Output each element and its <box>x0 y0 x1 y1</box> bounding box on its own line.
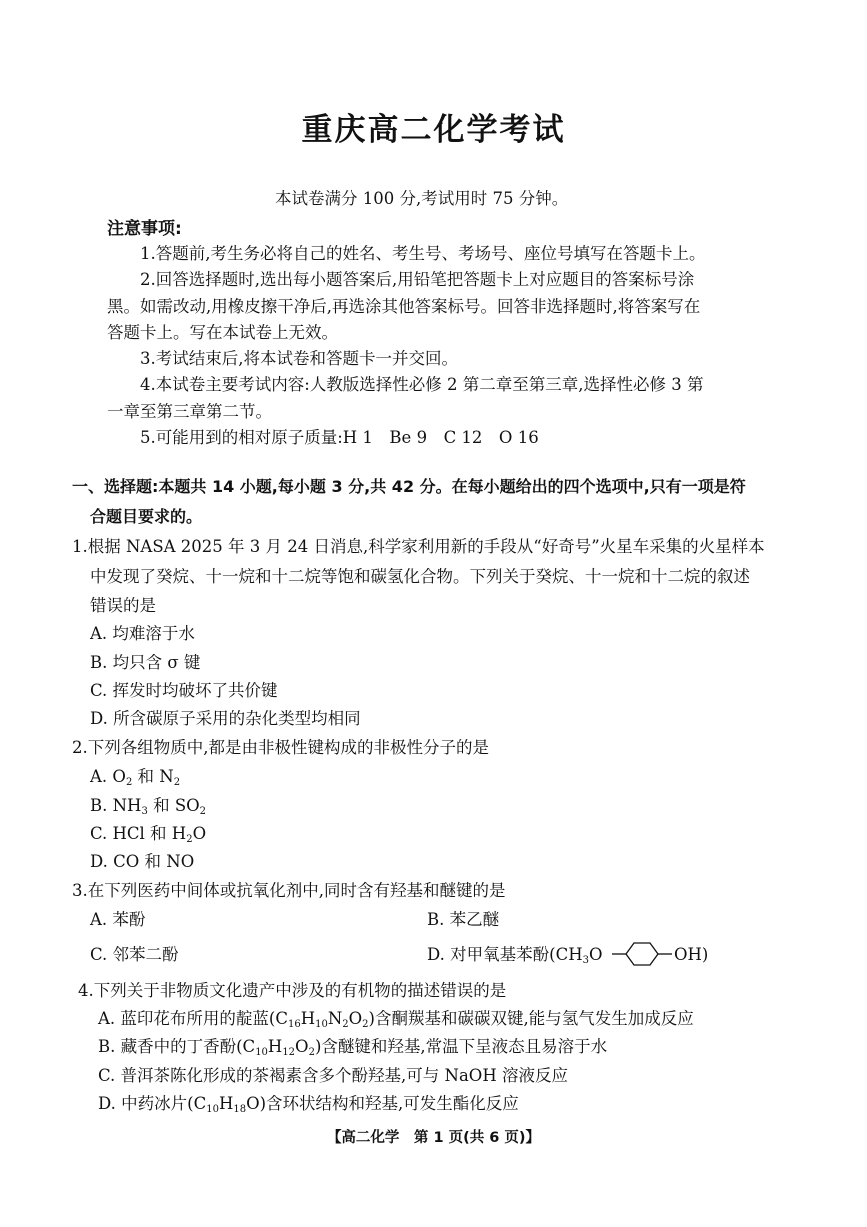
option-d: D. 中药冰片$(C_{10}H_{18}O)$含环状结构和羟基,可发生酯化反应 <box>98 1094 519 1115</box>
question-1-stem: 中发现了癸烷、十一烷和十二烷等饱和碳氢化合物。下列关于癸烷、十一烷和十二烷的叙述 <box>90 567 750 586</box>
exam-info: 本试卷满分 100 分,考试用时 75 分钟。 <box>275 189 569 208</box>
option-b: B. $NH_3$ 和 $SO_2$ <box>90 796 207 817</box>
question-2-stem: 2.下列各组物质中,都是由非极性键构成的非极性分子的是 <box>72 738 489 757</box>
notice-line: 4.本试卷主要考试内容:人教版选择性必修 2 第二章至第三章,选择性必修 3 第 <box>140 375 704 394</box>
option-c: C. HCl 和 $H_2O$ <box>90 824 207 845</box>
option-b: B. 苯乙醚 <box>427 910 500 929</box>
notice-line: 黑。如需改动,用橡皮擦干净后,再选涂其他答案标号。回答非选择题时,将答案写在 <box>107 297 701 316</box>
option-b: B. 均只含 σ 键 <box>90 653 201 672</box>
notice-heading: 注意事项: <box>107 219 182 239</box>
exam-title: 重庆高二化学考试 <box>301 112 566 148</box>
option-a: A. 蓝印花布所用的靛蓝$(C_{16}H_{10}N_2O_2)$含酮羰基和碳碳双键,能与氢气发生加成反应 <box>98 1009 694 1030</box>
notice-line: 5.可能用到的相对原子质量:H 1 Be 9 C 12 O 16 <box>140 428 539 447</box>
section-heading: 一、选择题:本题共 14 小题,每小题 3 分,共 42 分。在每小题给出的四个选项中,只有一项是符 <box>72 477 746 496</box>
option-a: A. 均难溶于水 <box>90 624 195 643</box>
question-4-stem: 4.下列关于非物质文化遗产中涉及的有机物的描述错误的是 <box>78 981 507 1000</box>
option-c: C. 挥发时均破坏了共价键 <box>90 681 278 700</box>
question-1-stem: 错误的是 <box>90 596 156 615</box>
option-d: D. 所含碳原子采用的杂化类型均相同 <box>90 709 361 728</box>
notice-line: 1.答题前,考生务必将自己的姓名、考生号、考场号、座位号填写在答题卡上。 <box>140 244 706 263</box>
page-footer: 【高二化学 第 1 页(共 6 页)】 <box>326 1130 541 1146</box>
hydroxyl-label: OH) <box>674 945 709 964</box>
notice-line: 3.考试结束后,将本试卷和答题卡一并交回。 <box>140 349 458 368</box>
option-d: D. CO 和 NO <box>90 852 195 871</box>
notice-line: 答题卡上。写在本试卷上无效。 <box>107 323 338 342</box>
question-3-stem: 3.在下列医药中间体或抗氧化剂中,同时含有羟基和醚键的是 <box>72 881 506 900</box>
section-heading: 合题目要求的。 <box>90 507 203 526</box>
option-c: C. 邻苯二酚 <box>90 945 179 964</box>
option-a: A. 苯酚 <box>90 910 146 929</box>
option-c: C. 普洱茶陈化形成的茶褐素含多个酚羟基,可与 NaOH 溶液反应 <box>98 1066 568 1085</box>
option-a: A. $O_2$ 和 $N_2$ <box>90 767 181 788</box>
question-1-stem: 1.根据 NASA 2025 年 3 月 24 日消息,科学家利用新的手段从“好奇号”火星车采集的火星样本 <box>72 537 765 556</box>
option-d: D. 对甲氧基苯酚($CH_3O$ <box>427 945 603 966</box>
notice-line: 2.回答选择题时,选出每小题答案后,用铅笔把答题卡上对应题目的答案标号涂 <box>140 270 695 289</box>
notice-line: 一章至第三章第二节。 <box>107 402 272 421</box>
option-b: B. 藏香中的丁香酚$(C_{10}H_{12}O_2)$含醚键和羟基,常温下呈液态且易溶于水 <box>98 1037 608 1058</box>
benzene-ring-structure <box>612 941 672 967</box>
